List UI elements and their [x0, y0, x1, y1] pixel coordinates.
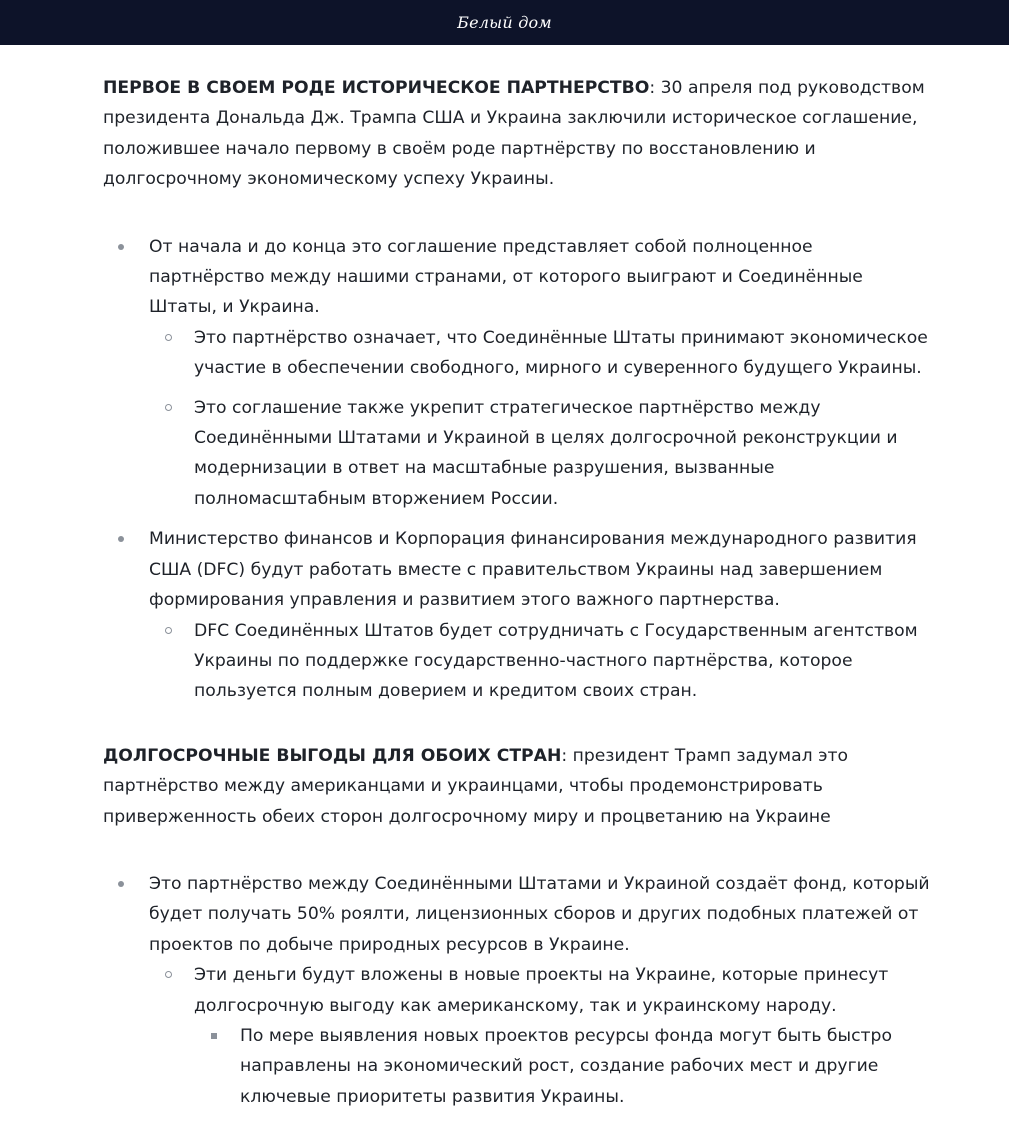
section-lead-benefits: [103, 741, 933, 832]
disc-bullet-icon: [118, 244, 124, 250]
list-item: [149, 323, 933, 384]
list-item: [149, 616, 933, 707]
list-item-text: Эти деньги будут вложены в новые проекты на Украине, которые принесут долгосрочную выгоду как американскому, так и украинскому народу.: [194, 965, 889, 1016]
list-item: [194, 1021, 933, 1112]
circle-bullet-icon: [165, 404, 172, 411]
list-item: [149, 393, 933, 515]
sub-bullet-list: [149, 323, 933, 514]
list-item-text: DFC Соединённых Штатов будет сотрудничать с Государственным агентством Украины по поддержке государственно-частного партнёрства, которое пользуется полным доверием и кредитом своих стран.: [194, 620, 918, 702]
square-bullet-icon: [211, 1033, 217, 1039]
list-item-text: От начала и до конца это соглашение представляет собой полноценное партнёрство между нашими странами, от которого выиграют и Соединённые Штаты, и Украина.: [149, 236, 863, 318]
disc-bullet-icon: [118, 536, 124, 542]
list-item-text: Это партнёрство означает, что Соединённые Штаты принимают экономическое участие в обеспечении свободного, мирного и суверенного будущего Украины.: [194, 327, 928, 379]
circle-bullet-icon: [165, 627, 172, 634]
sub-bullet-list: [149, 616, 933, 707]
list-item-text: Министерство финансов и Корпорация финансирования международного развития США (DFC) будут работать вместе с правительством Украины над завершением формирования управления и развитием этого важного партнерства.: [149, 529, 917, 611]
list-item: [103, 524, 933, 706]
list-item: [103, 232, 933, 515]
disc-bullet-icon: [118, 881, 124, 887]
sub-bullet-list: [149, 960, 933, 1112]
article-body: [103, 73, 933, 1146]
section-heading: ПЕРВОЕ В СВОЕМ РОДЕ ИСТОРИЧЕСКОЕ ПАРТНЕРСТВО: [103, 78, 650, 98]
section-lead-partnership: [103, 73, 933, 195]
circle-bullet-icon: [165, 971, 172, 978]
bullet-list: [103, 869, 933, 1112]
list-item-text: Это партнёрство между Соединёнными Штатами и Украиной создаёт фонд, который будет получать 50% роялти, лицензионных сборов и других подобных платежей от проектов по добыче природных ресурсов в Украине.: [149, 873, 930, 955]
list-item: [149, 960, 933, 1112]
section-text: : 30 апреля под руководством президента Дональда Дж. Трампа США и Украина заключили историческое соглашение, положившее начало первому в своём роде партнёрству по восстановлению и долгосрочному экономическому успеху Украины.: [103, 78, 925, 190]
list-item-text: По мере выявления новых проектов ресурсы фонда могут быть быстро направлены на экономический рост, создание рабочих мест и другие ключевые приоритеты развития Украины.: [240, 1025, 892, 1107]
section-heading: ДОЛГОСРОЧНЫЕ ВЫГОДЫ ДЛЯ ОБОИХ СТРАН: [103, 745, 562, 766]
list-item-text: Это соглашение также укрепит стратегическое партнёрство между Соединёнными Штатами и Украиной в целях долгосрочной реконструкции и модернизации в ответ на масштабные разрушения, вызванные полномасштабным вторжением России.: [194, 397, 898, 509]
brand-logo-text[interactable]: Белый дом: [457, 13, 552, 32]
sub-sub-bullet-list: [194, 1021, 933, 1112]
section-text: : президент Трамп задумал это партнёрство между американцами и украинцами, чтобы продемонстрировать приверженность обеих сторон долгосрочному миру и процветанию на Украине: [103, 745, 849, 827]
bullet-list: [103, 232, 933, 707]
site-header: [0, 0, 1009, 45]
circle-bullet-icon: [165, 334, 172, 341]
list-item: [103, 869, 933, 1112]
